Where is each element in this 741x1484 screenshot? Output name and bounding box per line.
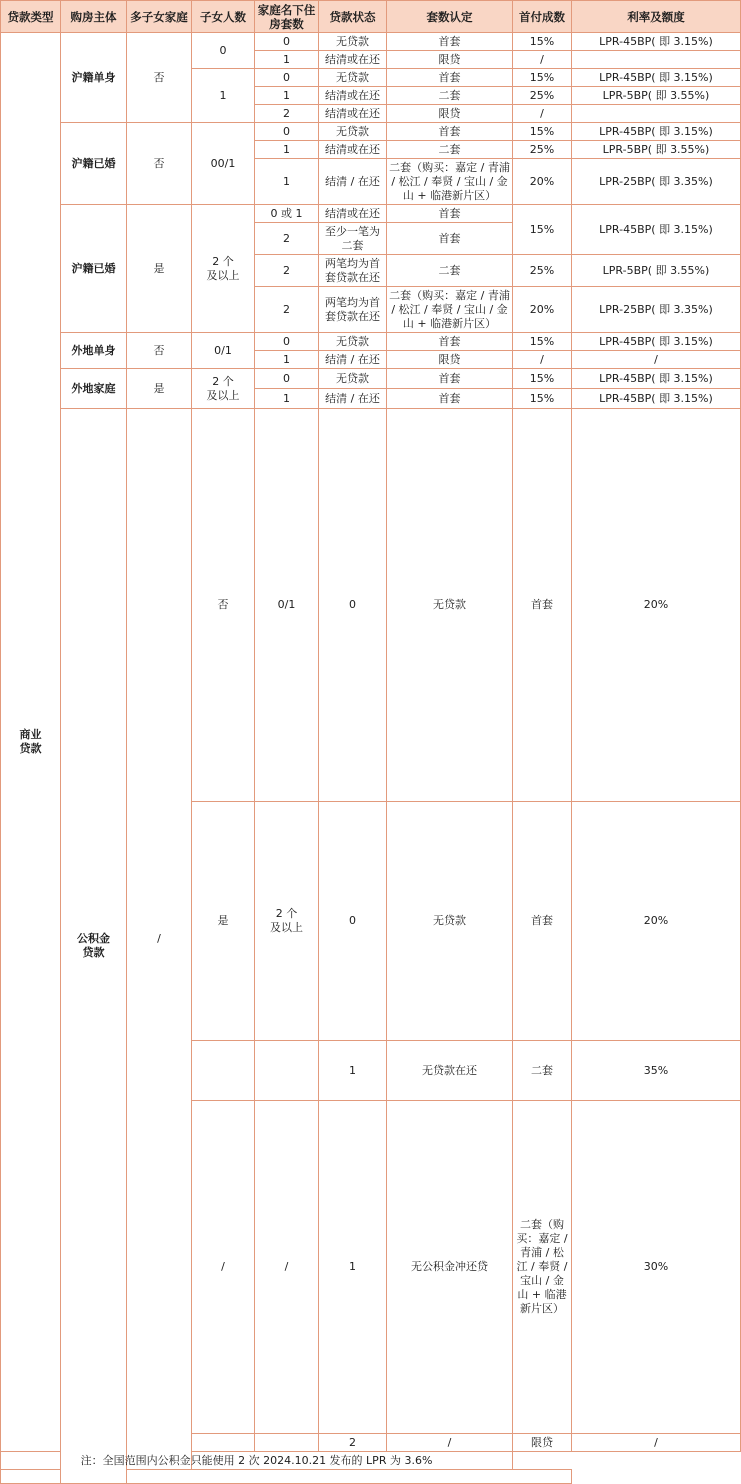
children-cell: 1 bbox=[192, 69, 255, 123]
homes-cell: 2 bbox=[255, 223, 319, 255]
rate-cell: LPR-45BP( 即 3.15%) bbox=[572, 205, 741, 255]
cert-cell: 首套 bbox=[387, 69, 513, 87]
rate-cell: LPR-45BP( 即 3.15%) bbox=[572, 389, 741, 409]
cert-cell: 首套 bbox=[387, 205, 513, 223]
down-cell: 15% bbox=[513, 205, 572, 255]
multi-child-cell bbox=[192, 1434, 255, 1452]
homes-cell: 1 bbox=[319, 1101, 387, 1434]
header-row bbox=[1, 1, 741, 33]
cert-cell: 二套（购买：嘉定 / 青浦 / 松江 / 奉贤 / 宝山 / 金山 + 临港新片区） bbox=[513, 1101, 572, 1434]
cert-cell: 首套 bbox=[387, 389, 513, 409]
children-cell: 00/1 bbox=[192, 123, 255, 205]
status-cell: 无贷款 bbox=[319, 333, 387, 351]
down-cell: 30% bbox=[572, 1101, 741, 1434]
multi-child-cell: 是 bbox=[192, 802, 255, 1041]
cert-cell: 首套 bbox=[513, 409, 572, 802]
header-children-count: 子女人数 bbox=[192, 1, 255, 33]
cert-cell: 限贷 bbox=[387, 105, 513, 123]
down-cell: 15% bbox=[513, 369, 572, 389]
cert-cell: 限贷 bbox=[387, 51, 513, 69]
status-cell: 无贷款 bbox=[319, 33, 387, 51]
down-cell: 20% bbox=[572, 802, 741, 1041]
buyer-cell: 外地单身 bbox=[61, 333, 127, 369]
status-cell: 结清或在还 bbox=[319, 205, 387, 223]
status-cell: 结清或在还 bbox=[319, 51, 387, 69]
homes-cell: 2 bbox=[255, 255, 319, 287]
multi-child-cell: 否 bbox=[192, 409, 255, 802]
rate-cell: / bbox=[572, 351, 741, 369]
status-cell: 无贷款 bbox=[319, 69, 387, 87]
homes-cell: 0 bbox=[255, 333, 319, 351]
homes-cell: 1 bbox=[255, 351, 319, 369]
cert-cell: 二套 bbox=[387, 141, 513, 159]
down-cell: / bbox=[513, 351, 572, 369]
homes-cell: 1 bbox=[319, 1041, 387, 1101]
rate-cell: LPR-45BP( 即 3.15%) bbox=[572, 69, 741, 87]
down-cell: 15% bbox=[513, 33, 572, 51]
header-down-payment: 首付成数 bbox=[513, 1, 572, 33]
status-cell: / bbox=[387, 1434, 513, 1452]
table-row bbox=[1, 409, 741, 802]
rate-cell: LPR-5BP( 即 3.55%) bbox=[572, 87, 741, 105]
children-cell: 2 个 及以上 bbox=[255, 802, 319, 1041]
loan-type-provident-fund: 公积金 贷款 bbox=[61, 409, 127, 1484]
multi-child-cell: 否 bbox=[127, 33, 192, 123]
header-rate-quota: 利率及额度 bbox=[572, 1, 741, 33]
status-cell: 结清 / 在还 bbox=[319, 389, 387, 409]
header-loan-status: 贷款状态 bbox=[319, 1, 387, 33]
multi-child-cell: 否 bbox=[127, 123, 192, 205]
rate-cell: LPR-45BP( 即 3.15%) bbox=[572, 369, 741, 389]
multi-child-cell: 否 bbox=[127, 333, 192, 369]
buyer-cell: / bbox=[127, 409, 192, 1470]
children-cell: 0/1 bbox=[192, 333, 255, 369]
status-cell: 无贷款 bbox=[387, 409, 513, 802]
homes-cell: 1 bbox=[255, 159, 319, 205]
table-row bbox=[1, 369, 741, 389]
empty-row bbox=[1, 1470, 572, 1484]
multi-child-cell bbox=[192, 1041, 255, 1101]
cert-cell: 二套 bbox=[387, 87, 513, 105]
cert-cell: 首套 bbox=[513, 802, 572, 1041]
table-row bbox=[1, 205, 741, 223]
table-row bbox=[1, 1452, 741, 1470]
homes-cell: 0 bbox=[255, 369, 319, 389]
homes-cell: 0 bbox=[255, 123, 319, 141]
down-cell: / bbox=[513, 105, 572, 123]
homes-cell: 2 bbox=[319, 1434, 387, 1452]
down-cell: 20% bbox=[513, 287, 572, 333]
homes-cell: 1 bbox=[255, 389, 319, 409]
table-row bbox=[1, 1470, 741, 1484]
rate-cell bbox=[572, 51, 741, 69]
down-cell: 15% bbox=[513, 389, 572, 409]
homes-cell: 1 bbox=[255, 87, 319, 105]
buyer-cell: 沪籍单身 bbox=[61, 33, 127, 123]
homes-cell: 1 bbox=[255, 51, 319, 69]
buyer-cell: 沪籍已婚 bbox=[61, 123, 127, 205]
cert-cell: 首套 bbox=[387, 369, 513, 389]
rate-cell bbox=[572, 105, 741, 123]
status-cell: 结清 / 在还 bbox=[319, 351, 387, 369]
status-cell: 无贷款在还 bbox=[387, 1041, 513, 1101]
header-homes-owned: 家庭名下住房套数 bbox=[255, 1, 319, 33]
children-cell: / bbox=[255, 1101, 319, 1434]
rate-cell: LPR-45BP( 即 3.15%) bbox=[572, 333, 741, 351]
loan-type-commercial: 商业 贷款 bbox=[1, 33, 61, 1452]
homes-cell: 1 bbox=[255, 141, 319, 159]
footnote: 注：全国范围内公积金只能使用 2 次 2024.10.21 发布的 LPR 为 3.6% bbox=[1, 1452, 513, 1470]
status-cell: 结清或在还 bbox=[319, 105, 387, 123]
cert-cell: 二套 bbox=[513, 1041, 572, 1101]
table-row bbox=[1, 333, 741, 351]
status-cell: 结清或在还 bbox=[319, 87, 387, 105]
homes-cell: 2 bbox=[255, 287, 319, 333]
cert-cell: 首套 bbox=[387, 33, 513, 51]
children-cell: 0/1 bbox=[255, 409, 319, 802]
multi-child-cell: 是 bbox=[127, 205, 192, 333]
status-cell: 两笔均为首套贷款在还 bbox=[319, 255, 387, 287]
rate-cell: LPR-45BP( 即 3.15%) bbox=[572, 123, 741, 141]
down-cell: 15% bbox=[513, 333, 572, 351]
down-cell: 25% bbox=[513, 87, 572, 105]
down-cell: 15% bbox=[513, 69, 572, 87]
homes-cell: 0 bbox=[255, 69, 319, 87]
rate-cell: LPR-25BP( 即 3.35%) bbox=[572, 287, 741, 333]
cert-cell: 二套（购买：嘉定 / 青浦 / 松江 / 奉贤 / 宝山 / 金山 + 临港新片区） bbox=[387, 287, 513, 333]
rate-cell: LPR-25BP( 即 3.35%) bbox=[572, 159, 741, 205]
status-cell: 无贷款 bbox=[387, 802, 513, 1041]
buyer-cell: 沪籍已婚 bbox=[61, 205, 127, 333]
down-cell: 25% bbox=[513, 141, 572, 159]
status-cell: 无贷款 bbox=[319, 369, 387, 389]
header-buyer: 购房主体 bbox=[61, 1, 127, 33]
down-cell: 20% bbox=[572, 409, 741, 802]
header-property-count: 套数认定 bbox=[387, 1, 513, 33]
header-multi-child: 多子女家庭 bbox=[127, 1, 192, 33]
children-cell: 2 个 及以上 bbox=[192, 205, 255, 333]
multi-child-cell: / bbox=[192, 1101, 255, 1434]
status-cell: 结清 / 在还 bbox=[319, 159, 387, 205]
down-cell: / bbox=[572, 1434, 741, 1452]
status-cell: 结清或在还 bbox=[319, 141, 387, 159]
status-cell: 无贷款 bbox=[319, 123, 387, 141]
cert-cell: 二套 bbox=[387, 255, 513, 287]
children-cell bbox=[255, 1041, 319, 1101]
cert-cell: 首套 bbox=[387, 123, 513, 141]
cert-cell: 首套 bbox=[387, 223, 513, 255]
children-cell bbox=[255, 1434, 319, 1452]
children-cell: 2 个 及以上 bbox=[192, 369, 255, 409]
table-row bbox=[1, 33, 741, 51]
homes-cell: 0 bbox=[319, 802, 387, 1041]
table-row bbox=[1, 123, 741, 141]
homes-cell: 0 bbox=[319, 409, 387, 802]
homes-cell: 0 bbox=[255, 33, 319, 51]
homes-cell: 2 bbox=[255, 105, 319, 123]
status-cell: 两笔均为首套贷款在还 bbox=[319, 287, 387, 333]
cert-cell: 限贷 bbox=[387, 351, 513, 369]
down-cell: 15% bbox=[513, 123, 572, 141]
down-cell: 35% bbox=[572, 1041, 741, 1101]
cert-cell: 首套 bbox=[387, 333, 513, 351]
down-cell: 25% bbox=[513, 255, 572, 287]
rate-cell: LPR-5BP( 即 3.55%) bbox=[572, 255, 741, 287]
down-cell: 20% bbox=[513, 159, 572, 205]
cert-cell: 二套（购买：嘉定 / 青浦 / 松江 / 奉贤 / 宝山 / 金山 + 临港新片区） bbox=[387, 159, 513, 205]
rate-cell: LPR-45BP( 即 3.15%) bbox=[572, 33, 741, 51]
header-loan-type: 贷款类型 bbox=[1, 1, 61, 33]
rate-cell: LPR-5BP( 即 3.55%) bbox=[572, 141, 741, 159]
buyer-cell: 外地家庭 bbox=[61, 369, 127, 409]
down-cell: / bbox=[513, 51, 572, 69]
children-cell: 0 bbox=[192, 33, 255, 69]
status-cell: 至少一笔为二套 bbox=[319, 223, 387, 255]
multi-child-cell: 是 bbox=[127, 369, 192, 409]
status-cell: 无公积金冲还贷 bbox=[387, 1101, 513, 1434]
cert-cell: 限贷 bbox=[513, 1434, 572, 1452]
homes-cell: 0 或 1 bbox=[255, 205, 319, 223]
